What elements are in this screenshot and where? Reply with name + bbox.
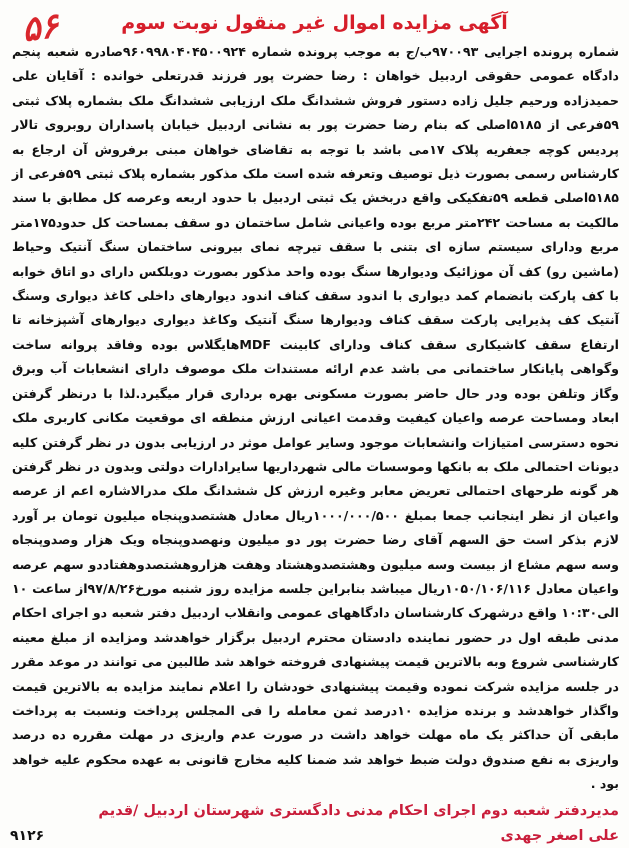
signatory-name: علی اصغر جهدی xyxy=(500,827,619,844)
reference-number: ۹۱۲۶ xyxy=(10,827,45,844)
issuing-office: مدیردفتر شعبه دوم اجرای احکام مدنی دادگستری شهرستان اردبیل /قدیم xyxy=(98,802,619,819)
signature-row xyxy=(6,824,623,848)
announcement xyxy=(6,4,623,844)
corner-handwritten-number: ۵۶ xyxy=(19,5,62,51)
announcement-title: آگهی مزایده اموال غیر منقول نوبت سوم xyxy=(121,12,508,34)
announcement-body: شماره پرونده اجرایی ۹۷۰۰۹۳ب/ج به موجب پرونده شماره ۹۶۰۹۹۸۰۴۰۴۵۰۰۹۲۴صادره شعبه پنجم دادگاه عمومی حقوقی اردبیل خواهان : رضا حضرت پور فرزند قدرتعلی خوانده : آقایان علی حمیدزاده ورحیم جلیل زاده دستور فروش ششدانگ ملک ارزیابی ششدانگ ملک بشماره پلاک ثبتی ۵۹فرعی از ۵۱۸۵اصلی که بنام رضا حضرت پور به نشانی اردبیل خیابان پاسداران روبروی تالار پردیس کوچه جعفریه پلاک ۱۷می باشد با توجه به تقاضای خواهان مبنی برفروش آن ارجاع به کارشناس رسمی بصورت ذیل توصیف وتعرفه شده است ملک مذکور بشماره پلاک ثبتی ۵۹فرعی از ۵۱۸۵اصلی قطعه ۵۹تفکیکی واقع دربخش یک ثبتی اردبیل با حدود اربعه وعرصه کل مطابق با سند مالکیت به مساحت ۲۴۲متر مربع بوده واعیانی شامل ساختمان دو سقف بمساحت کل حدود۱۷۵متر مربع ودارای سیستم سازه ای بتنی با سقف تیرچه نمای بیرونی ساختمان سنگ آنتیک وحیاط (ماشین رو) کف آن موزائیک ودیوارها سنگ بوده واحد مذکور بصورت دوبلکس دارای دو اتاق خوابه با کف پارکت بانضمام کمد دیواری با اندود سقف کناف اندود دیوارهای داخلی کاغذ دیواری وسنگ آنتیک کف پذیرایی پارکت سقف کناف ودیوارها سنگ آنتیک وکاغذ دیواری دیوارهای آشپزخانه تا ارتفاع سقف کاشیکاری سقف کناف ودارای کابینت MDFهایگلاس بوده وفاقد پروانه ساخت وگواهی پایانکار ساختمانی می باشد عدم ارائه مستندات ملک موصوف دارای انشعابات آب وبرق وگاز وتلفن بوده ودر حال حاضر بصورت مسکونی بهره برداری قرار میگیرد.لذا با درنظر گرفتن ابعاد ومساحت عرصه واعیان کیفیت وقدمت اعیانی ارزش منطقه ای موقعیت مکانی کاربری ملک نحوه دسترسی امتیازات وانشعابات موجود وسایر عوامل موثر در ارزیابی بدون در نظر گرفتن کلیه دیونات احتمالی ملک به بانکها وموسسات مالی شهرداریها سایرادارات دولتی وبدون در نظر گرفتن هر گونه طرحهای احتمالی تعریض معابر وغیره ارزش کل ششدانگ ملک مدرالاشاره اعم از عرصه واعیان از نظر اینجانب جمعا بمبلغ ۱۰۰۰/۰۰۰/۵۰۰ریال معادل هشتصدوپنجاه میلیون تومان بر آورد لازم بذکر است حق السهم آقای رضا حضرت پور دو میلیون ونهصدوپنجاه ویک هزار وصدوپنجاه وسه سهم مشاع از بیست وسه میلیون وهشتصدوهشتاد وهفت هزاروهشتصدوهفتاددو سهم عرصه واعیان معادل ۱۰۵۰/۱۰۶/۱۱۶ریال میباشد بنابراین جلسه مزایده روز شنبه مورخ۹۷/۸/۲۶از ساعت ۱۰ الی۱۰:۳۰ واقع درشهرک کارشناسان دادگاههای عمومی وانقلاب اردبیل دفتر شعبه دو اجرای احکام مدنی طبقه اول در حضور نماینده دادستان محترم اردبیل برگزار خواهدشد ومزایده از مبلغ معینه کارشناسی شروع وبه بالاترین قیمت پیشنهادی فروخته خواهد شد طالبین می توانند در موعد مقرر در جلسه مزایده شرکت نموده وقیمت پیشنهادی خودشان را اعلام نمایند مزایده به بالاترین قیمت واگذار خواهدشد و برنده مزایده ۱۰درصد ثمن معامله را فی المجلس پرداخت ونسبت به پرداخت مابقی آن حداکثر یک ماه مهلت خواهد داشت در صورت عدم واریزی در مهلت مقرره ده درصد واریزی به نفع صندوق دولت ضبط خواهد شد ضمنا کلیه مخارج قانونی به عهده محکوم علیه خواهد بود . xyxy=(12,44,620,792)
